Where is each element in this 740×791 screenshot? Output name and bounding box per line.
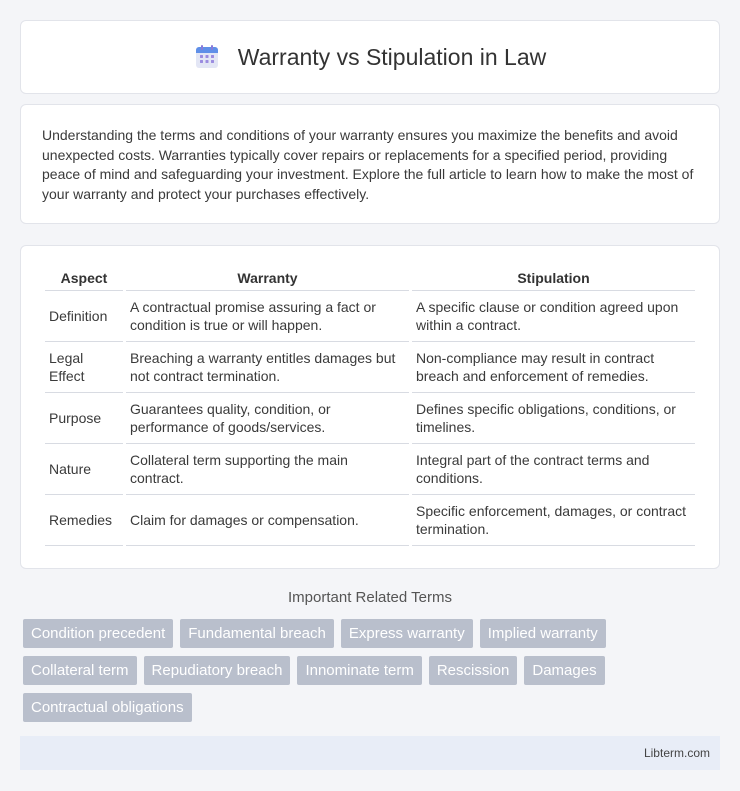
title-card — [20, 20, 720, 94]
table-row — [45, 342, 695, 393]
warranty-cell: Breaching a warranty entitles damages but not contract termination. — [126, 342, 409, 393]
related-term-tag[interactable]: Fundamental breach — [180, 619, 334, 648]
table-row — [45, 393, 695, 444]
stipulation-cell: Non-compliance may result in contract breach and enforcement of remedies. — [412, 342, 695, 393]
footer-site-link[interactable]: Libterm.com — [643, 746, 710, 760]
header-warranty: Warranty — [126, 266, 409, 291]
related-terms-list — [23, 619, 720, 722]
table-row — [45, 444, 695, 495]
page-title: Warranty vs Stipulation in Law — [237, 43, 547, 70]
intro-card — [20, 104, 720, 224]
footer — [20, 736, 720, 770]
warranty-cell: Claim for damages or compensation. — [126, 495, 409, 546]
aspect-cell: Purpose — [45, 393, 123, 444]
header-stipulation: Stipulation — [412, 266, 695, 291]
aspect-cell: Legal Effect — [45, 342, 123, 393]
stipulation-cell: Specific enforcement, damages, or contract termination. — [412, 495, 695, 546]
aspect-cell: Remedies — [45, 495, 123, 546]
related-term-tag[interactable]: Collateral term — [23, 656, 137, 685]
table-row — [45, 291, 695, 342]
comparison-table-card — [20, 245, 720, 569]
header-aspect: Aspect — [45, 266, 123, 291]
intro-text: Understanding the terms and conditions of your warranty ensures you maximize the benefits and avoid unexpected costs. Warranties typically cover repairs or replacements for a specified period, providing peace of mind and safeguarding your investment. Explore the full article to learn how to make the most of your warranty and protect your purchases effectively. — [42, 127, 694, 202]
calendar-icon — [194, 44, 220, 70]
related-term-tag[interactable]: Condition precedent — [23, 619, 173, 648]
related-terms-title: Important Related Terms — [288, 589, 452, 606]
warranty-cell: Guarantees quality, condition, or performance of goods/services. — [126, 393, 409, 444]
table-header-row — [45, 266, 695, 291]
warranty-cell: Collateral term supporting the main contract. — [126, 444, 409, 495]
related-term-tag[interactable]: Express warranty — [341, 619, 473, 648]
related-term-tag[interactable]: Contractual obligations — [23, 693, 192, 722]
stipulation-cell: A specific clause or condition agreed upon within a contract. — [412, 291, 695, 342]
table-row — [45, 495, 695, 546]
related-term-tag[interactable]: Damages — [524, 656, 604, 685]
comparison-table — [42, 266, 698, 546]
aspect-cell: Definition — [45, 291, 123, 342]
stipulation-cell: Defines specific obligations, conditions, or timelines. — [412, 393, 695, 444]
related-term-tag[interactable]: Implied warranty — [480, 619, 606, 648]
related-term-tag[interactable]: Rescission — [429, 656, 518, 685]
aspect-cell: Nature — [45, 444, 123, 495]
warranty-cell: A contractual promise assuring a fact or condition is true or will happen. — [126, 291, 409, 342]
related-term-tag[interactable]: Repudiatory breach — [144, 656, 291, 685]
stipulation-cell: Integral part of the contract terms and conditions. — [412, 444, 695, 495]
related-term-tag[interactable]: Innominate term — [297, 656, 421, 685]
